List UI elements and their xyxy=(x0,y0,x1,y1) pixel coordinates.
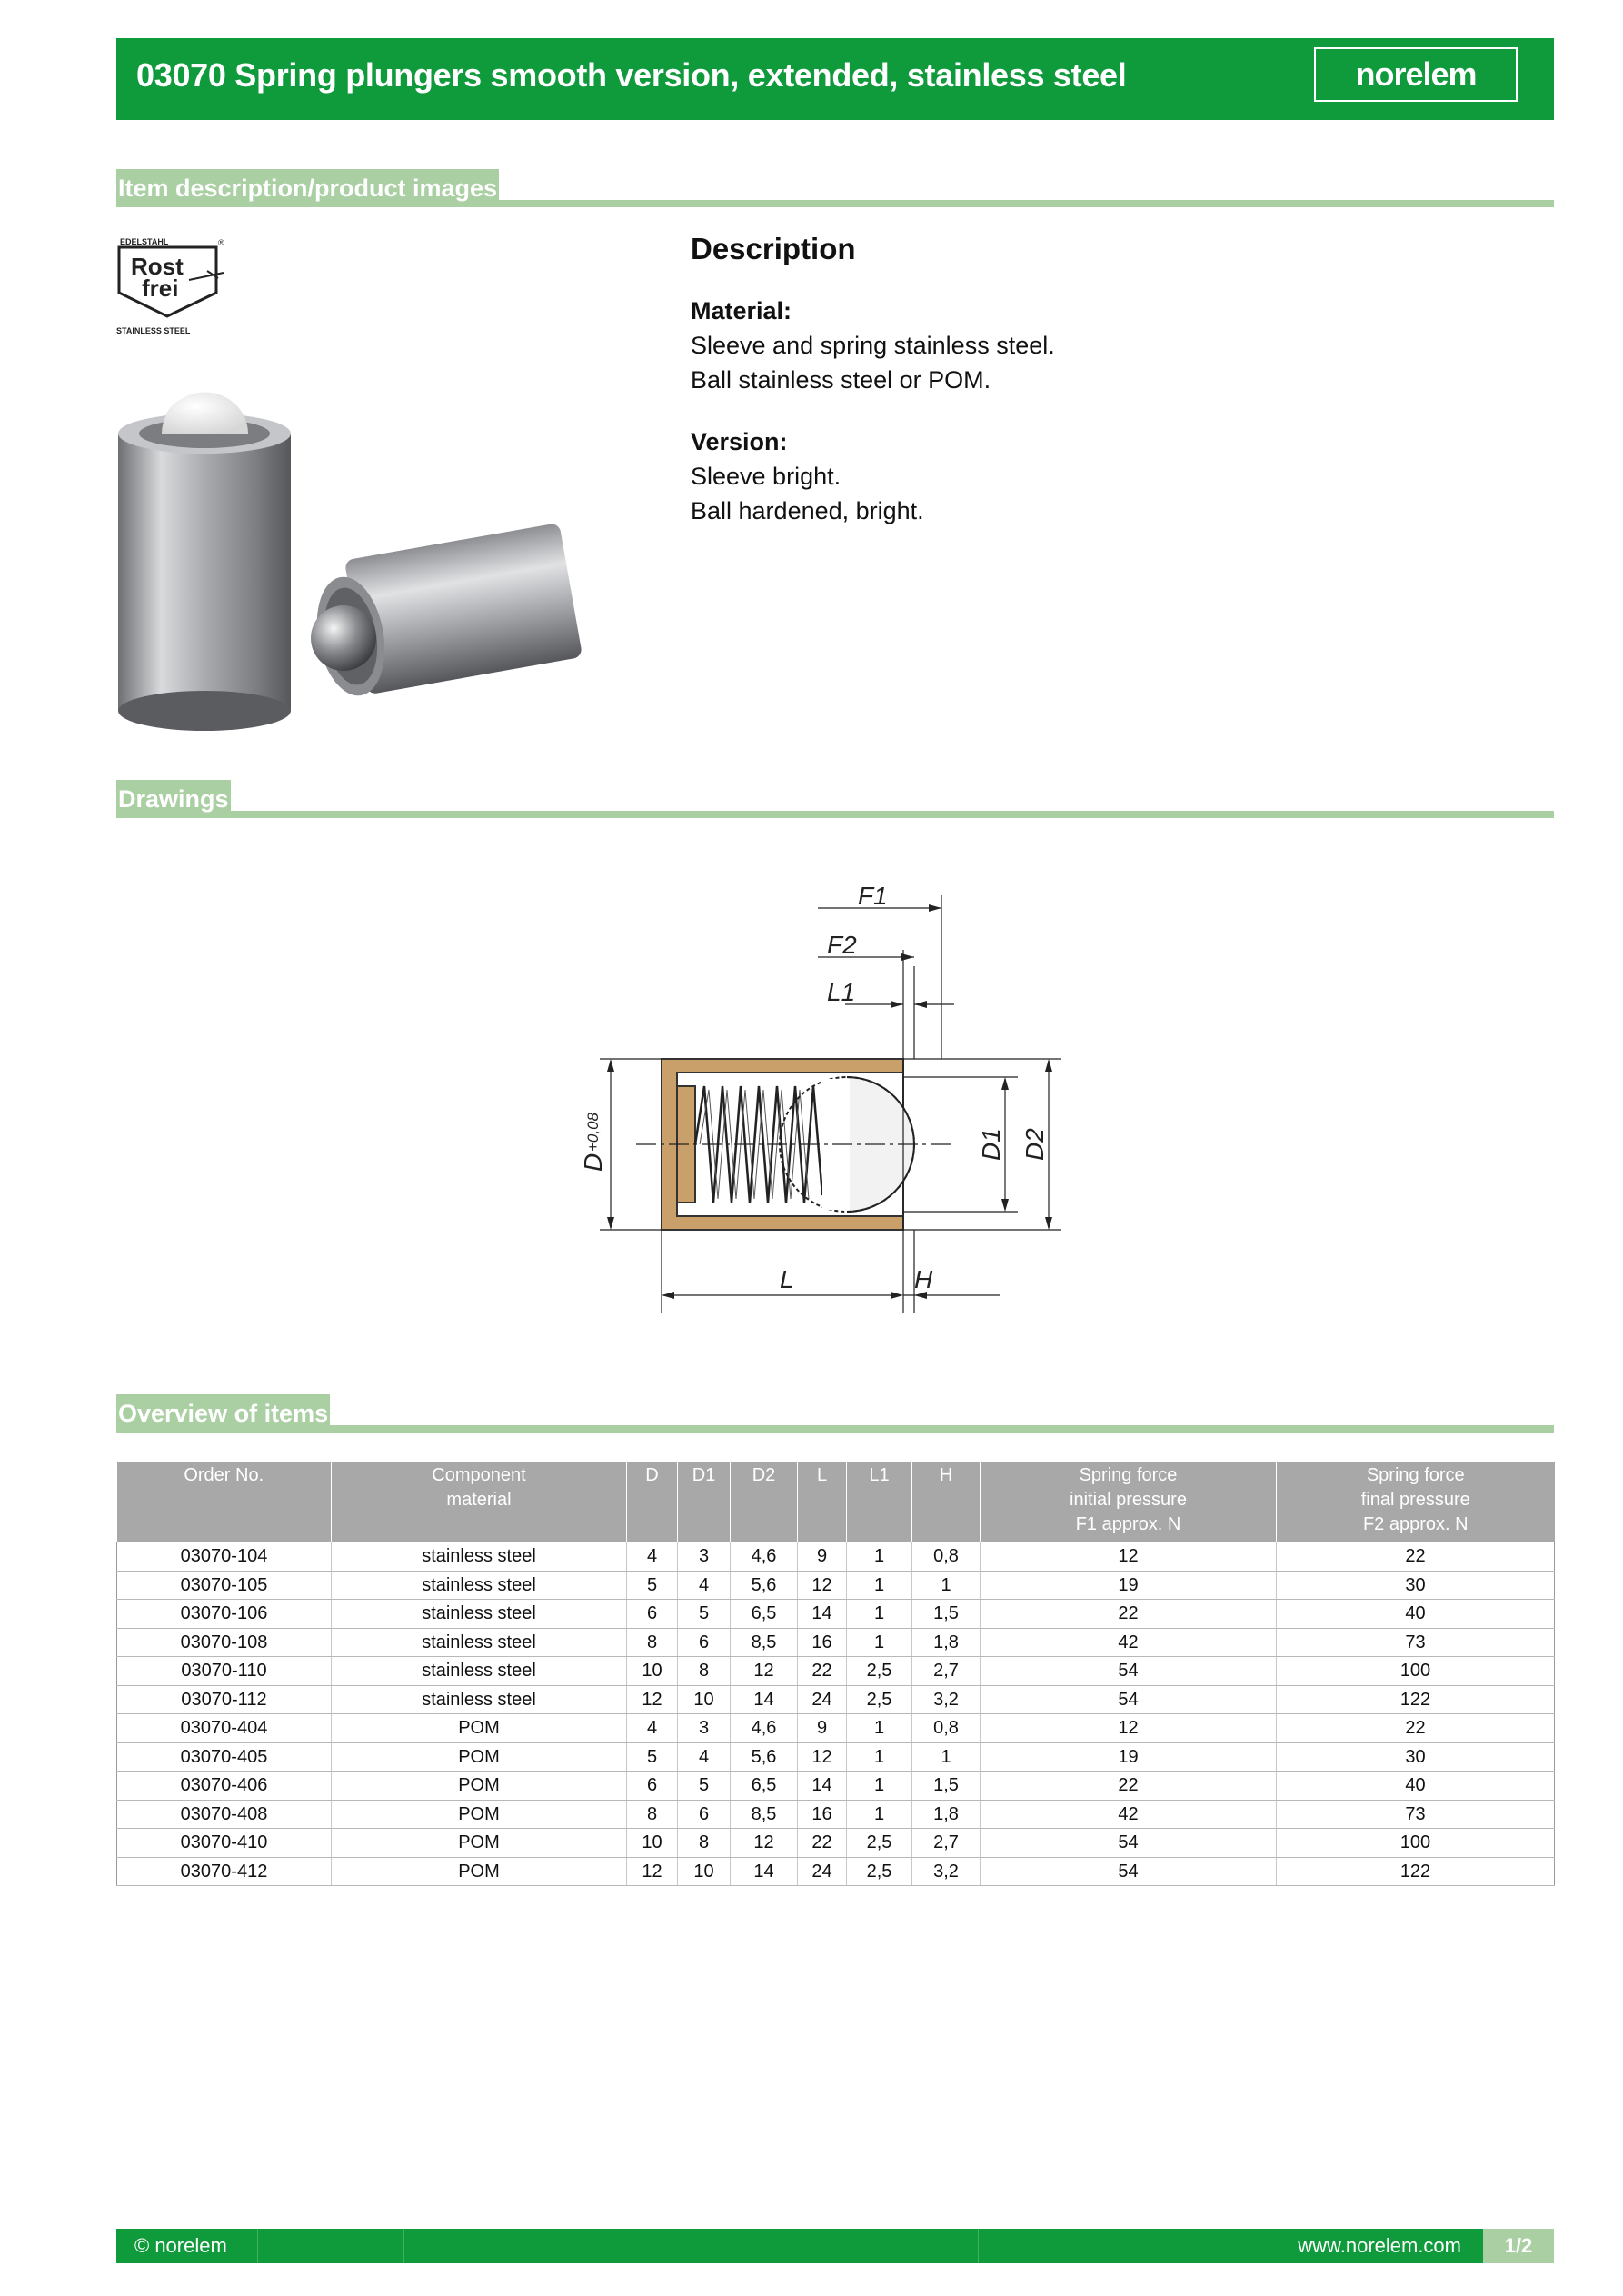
table-row xyxy=(117,1857,1555,1886)
description-title: Description xyxy=(691,232,856,265)
table-cell: 3,2 xyxy=(912,1685,981,1714)
section-label: Overview of items xyxy=(116,1394,330,1433)
table-cell: 2,7 xyxy=(912,1657,981,1686)
table-cell: 1 xyxy=(847,1571,912,1600)
table-cell: 100 xyxy=(1277,1657,1555,1686)
technical-drawing xyxy=(545,868,1109,1323)
footer-bar xyxy=(116,2229,1554,2263)
table-cell: 1,8 xyxy=(912,1628,981,1657)
table-cell: 73 xyxy=(1277,1628,1555,1657)
table-cell: 10 xyxy=(627,1657,678,1686)
table-cell: 6 xyxy=(627,1600,678,1629)
badge-line2: frei xyxy=(142,275,179,302)
table-cell: 8,5 xyxy=(731,1628,798,1657)
material-line: Ball stainless steel or POM. xyxy=(691,366,991,394)
header-spring-force-initial: Spring force initial pressure F1 approx. N xyxy=(981,1462,1277,1542)
table-cell: 8 xyxy=(627,1800,678,1829)
table-cell: 22 xyxy=(798,1829,847,1858)
label-d1: D1 xyxy=(977,1128,1005,1161)
version-label: Version: xyxy=(691,428,788,455)
table-cell: 22 xyxy=(1277,1542,1555,1571)
table-cell: 9 xyxy=(798,1714,847,1743)
table-cell: 10 xyxy=(627,1829,678,1858)
table-cell: 8 xyxy=(678,1829,731,1858)
label-d2: D2 xyxy=(1021,1128,1049,1161)
table-cell: 30 xyxy=(1277,1742,1555,1772)
table-cell: 5 xyxy=(627,1742,678,1772)
table-cell: 14 xyxy=(731,1857,798,1886)
table-cell: POM xyxy=(332,1829,627,1858)
table-cell: 12 xyxy=(731,1657,798,1686)
table-row xyxy=(117,1600,1555,1629)
header-l1: L1 xyxy=(847,1462,912,1542)
table-cell: 30 xyxy=(1277,1571,1555,1600)
table-cell: 22 xyxy=(798,1657,847,1686)
table-cell: stainless steel xyxy=(332,1542,627,1571)
table-cell: 12 xyxy=(798,1571,847,1600)
header-bar xyxy=(116,38,1554,120)
header-d1: D1 xyxy=(678,1462,731,1542)
logo-text: norelem xyxy=(1355,55,1477,93)
table-cell: 03070-405 xyxy=(117,1742,332,1772)
label-h: H xyxy=(914,1265,933,1293)
table-cell: 1 xyxy=(847,1628,912,1657)
table-row xyxy=(117,1742,1555,1772)
footer-url-link[interactable]: www.norelem.com xyxy=(1298,2234,1461,2257)
table-cell: 03070-105 xyxy=(117,1571,332,1600)
table-cell: 1 xyxy=(847,1800,912,1829)
section-header-description xyxy=(116,164,1554,207)
table-cell: 1 xyxy=(847,1772,912,1801)
description-block xyxy=(691,232,1508,528)
table-cell: 1 xyxy=(847,1542,912,1571)
table-cell: 22 xyxy=(1277,1714,1555,1743)
table-row xyxy=(117,1657,1555,1686)
page-title: 03070 Spring plungers smooth version, extended, stainless steel xyxy=(136,56,1127,94)
table-cell: 03070-110 xyxy=(117,1657,332,1686)
table-cell: 5,6 xyxy=(731,1571,798,1600)
table-cell: 1 xyxy=(912,1571,981,1600)
table-cell: 03070-104 xyxy=(117,1542,332,1571)
table-row xyxy=(117,1714,1555,1743)
table-cell: 9 xyxy=(798,1542,847,1571)
label-f2: F2 xyxy=(827,931,857,959)
badge-reg-mark: ® xyxy=(218,238,224,247)
footer-copyright: © norelem xyxy=(134,2234,227,2257)
table-cell: POM xyxy=(332,1742,627,1772)
table-cell: 2,5 xyxy=(847,1829,912,1858)
table-cell: 03070-112 xyxy=(117,1685,332,1714)
table-cell: 4,6 xyxy=(731,1542,798,1571)
table-row xyxy=(117,1571,1555,1600)
section-label: Item description/product images xyxy=(116,169,499,207)
table-cell: stainless steel xyxy=(332,1600,627,1629)
table-cell: 5 xyxy=(678,1600,731,1629)
table-cell: 1 xyxy=(847,1600,912,1629)
table-cell: 12 xyxy=(627,1857,678,1886)
table-cell: 4 xyxy=(627,1714,678,1743)
table-cell: 40 xyxy=(1277,1600,1555,1629)
table-cell: 122 xyxy=(1277,1685,1555,1714)
table-cell: POM xyxy=(332,1857,627,1886)
table-cell: 14 xyxy=(798,1600,847,1629)
section-header-overview xyxy=(116,1389,1554,1433)
table-header-row xyxy=(117,1462,1555,1542)
table-cell: 1,5 xyxy=(912,1600,981,1629)
table-cell: 03070-410 xyxy=(117,1829,332,1858)
table-cell: 16 xyxy=(798,1628,847,1657)
table-cell: 03070-404 xyxy=(117,1714,332,1743)
table-cell: 122 xyxy=(1277,1857,1555,1886)
table-cell: 1 xyxy=(847,1714,912,1743)
header-order-no: Order No. xyxy=(117,1462,332,1542)
table-cell: 54 xyxy=(981,1685,1277,1714)
items-table-wrapper xyxy=(116,1462,1554,1886)
table-cell: 8,5 xyxy=(731,1800,798,1829)
table-cell: stainless steel xyxy=(332,1571,627,1600)
table-cell: 6 xyxy=(627,1772,678,1801)
table-row xyxy=(117,1685,1555,1714)
label-l: L xyxy=(780,1265,794,1293)
table-cell: stainless steel xyxy=(332,1685,627,1714)
version-line: Ball hardened, bright. xyxy=(691,497,924,524)
label-l1: L1 xyxy=(827,978,856,1006)
table-cell: 5,6 xyxy=(731,1742,798,1772)
table-row xyxy=(117,1772,1555,1801)
table-row xyxy=(117,1542,1555,1571)
header-h: H xyxy=(912,1462,981,1542)
table-cell: 24 xyxy=(798,1685,847,1714)
table-cell: 3 xyxy=(678,1542,731,1571)
table-cell: POM xyxy=(332,1772,627,1801)
table-cell: 3 xyxy=(678,1714,731,1743)
table-cell: 1,8 xyxy=(912,1800,981,1829)
table-cell: 6 xyxy=(678,1628,731,1657)
table-cell: 4 xyxy=(678,1742,731,1772)
table-cell: stainless steel xyxy=(332,1628,627,1657)
header-component-material: Component material xyxy=(332,1462,627,1542)
product-image xyxy=(116,377,598,736)
table-cell: 03070-406 xyxy=(117,1772,332,1801)
material-label: Material: xyxy=(691,297,792,324)
badge-top-text: EDELSTAHL xyxy=(120,237,169,246)
table-cell: 10 xyxy=(678,1857,731,1886)
table-cell: stainless steel xyxy=(332,1657,627,1686)
table-cell: 03070-412 xyxy=(117,1857,332,1886)
label-d: D xyxy=(579,1153,607,1172)
table-row xyxy=(117,1829,1555,1858)
table-cell: POM xyxy=(332,1714,627,1743)
section-header-drawings xyxy=(116,774,1554,818)
table-cell: 14 xyxy=(731,1685,798,1714)
table-cell: 19 xyxy=(981,1571,1277,1600)
table-cell: 8 xyxy=(678,1657,731,1686)
table-cell: 42 xyxy=(981,1628,1277,1657)
table-cell: 22 xyxy=(981,1772,1277,1801)
table-cell: 54 xyxy=(981,1657,1277,1686)
table-cell: POM xyxy=(332,1800,627,1829)
table-cell: 1,5 xyxy=(912,1772,981,1801)
label-f1: F1 xyxy=(858,882,888,910)
badge-bottom-text: STAINLESS STEEL xyxy=(116,326,191,335)
table-cell: 03070-108 xyxy=(117,1628,332,1657)
table-cell: 73 xyxy=(1277,1800,1555,1829)
table-cell: 2,5 xyxy=(847,1685,912,1714)
table-cell: 3,2 xyxy=(912,1857,981,1886)
header-d2: D2 xyxy=(731,1462,798,1542)
table-cell: 12 xyxy=(798,1742,847,1772)
table-cell: 2,5 xyxy=(847,1657,912,1686)
table-cell: 5 xyxy=(627,1571,678,1600)
table-cell: 22 xyxy=(981,1600,1277,1629)
table-cell: 03070-408 xyxy=(117,1800,332,1829)
table-cell: 0,8 xyxy=(912,1714,981,1743)
table-cell: 54 xyxy=(981,1857,1277,1886)
table-cell: 42 xyxy=(981,1800,1277,1829)
table-cell: 54 xyxy=(981,1829,1277,1858)
table-cell: 24 xyxy=(798,1857,847,1886)
table-cell: 12 xyxy=(731,1829,798,1858)
table-cell: 8 xyxy=(627,1628,678,1657)
stainless-steel-badge-icon xyxy=(116,236,229,336)
table-cell: 6,5 xyxy=(731,1772,798,1801)
table-cell: 40 xyxy=(1277,1772,1555,1801)
version-line: Sleeve bright. xyxy=(691,463,841,490)
header-l: L xyxy=(798,1462,847,1542)
table-cell: 100 xyxy=(1277,1829,1555,1858)
table-cell: 6 xyxy=(678,1800,731,1829)
table-cell: 4,6 xyxy=(731,1714,798,1743)
table-cell: 1 xyxy=(912,1742,981,1772)
table-cell: 12 xyxy=(981,1714,1277,1743)
table-cell: 1 xyxy=(847,1742,912,1772)
table-row xyxy=(117,1800,1555,1829)
table-cell: 12 xyxy=(627,1685,678,1714)
norelem-logo xyxy=(1314,47,1518,102)
section-label: Drawings xyxy=(116,780,231,818)
material-line: Sleeve and spring stainless steel. xyxy=(691,332,1055,359)
table-cell: 2,5 xyxy=(847,1857,912,1886)
header-spring-force-final: Spring force final pressure F2 approx. N xyxy=(1277,1462,1555,1542)
page-number: 1/2 xyxy=(1483,2229,1554,2263)
label-d-tolerance: +0,08 xyxy=(584,1112,602,1152)
header-d: D xyxy=(627,1462,678,1542)
badge-line1: Rost xyxy=(131,253,184,280)
table-cell: 5 xyxy=(678,1772,731,1801)
table-cell: 12 xyxy=(981,1542,1277,1571)
table-cell: 14 xyxy=(798,1772,847,1801)
table-cell: 4 xyxy=(627,1542,678,1571)
table-row xyxy=(117,1628,1555,1657)
table-cell: 6,5 xyxy=(731,1600,798,1629)
table-cell: 16 xyxy=(798,1800,847,1829)
table-cell: 03070-106 xyxy=(117,1600,332,1629)
table-cell: 10 xyxy=(678,1685,731,1714)
table-cell: 2,7 xyxy=(912,1829,981,1858)
table-cell: 19 xyxy=(981,1742,1277,1772)
table-cell: 4 xyxy=(678,1571,731,1600)
table-cell: 0,8 xyxy=(912,1542,981,1571)
items-table xyxy=(116,1462,1555,1886)
